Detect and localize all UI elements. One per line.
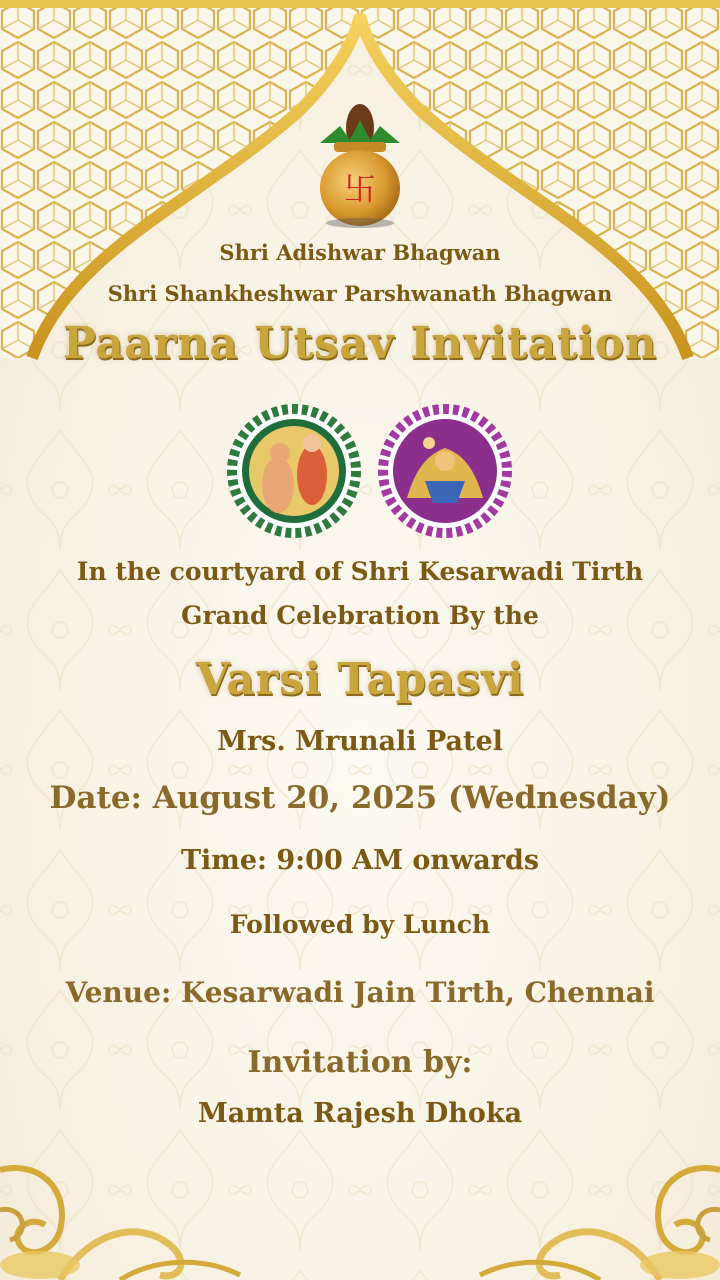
venue-intro: In the courtyard of Shri Kesarwadi Tirth: [76, 557, 644, 586]
honoree-name: Mrs. Mrunali Patel: [217, 726, 503, 757]
svg-text:卐: 卐: [343, 170, 377, 208]
celebration-line: Grand Celebration By the: [181, 601, 539, 630]
medallion-purple: [377, 403, 513, 539]
venue: Venue: Kesarwadi Jain Tirth, Chennai: [65, 976, 655, 1009]
honoree-title: Varsi Tapasvi: [195, 654, 525, 705]
floral-corner-right: [470, 1150, 720, 1280]
kalash-icon: [310, 98, 410, 233]
event-date: Date: August 20, 2025 (Wednesday): [49, 780, 671, 816]
deity-line-2: Shri Shankheshwar Parshwanath Bhagwan: [107, 281, 613, 306]
event-time: Time: 9:00 AM onwards: [180, 845, 540, 876]
host-name: Mamta Rajesh Dhoka: [197, 1098, 523, 1129]
medallion-green: [226, 403, 362, 539]
deity-line-1: Shri Adishwar Bhagwan: [219, 240, 501, 265]
meal-note: Followed by Lunch: [229, 910, 491, 939]
floral-corner-left: [0, 1150, 250, 1280]
invitation-title: Paarna Utsav Invitation: [62, 318, 658, 369]
invited-by-label: Invitation by:: [247, 1045, 473, 1080]
